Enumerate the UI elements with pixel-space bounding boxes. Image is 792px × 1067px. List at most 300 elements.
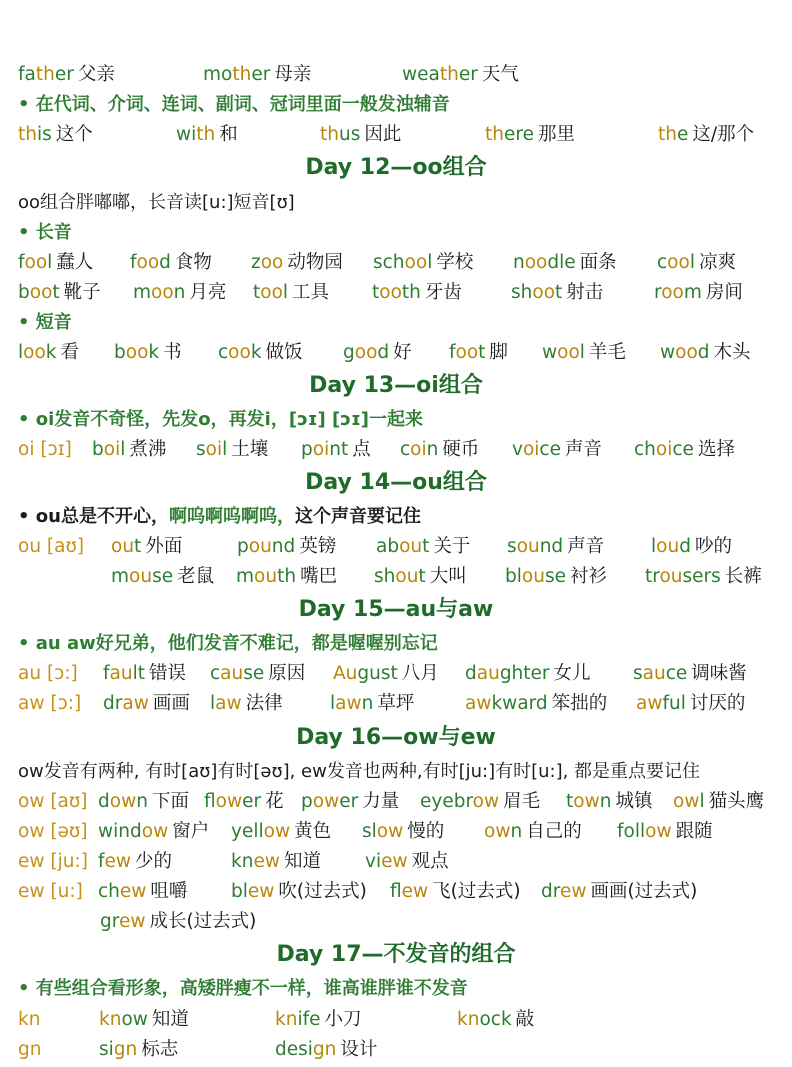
word-letters: l — [651, 536, 657, 557]
highlighted-letters: ou — [659, 566, 683, 587]
word-letters: n — [136, 791, 148, 812]
highlighted-letters: oo — [354, 342, 378, 363]
chinese-meaning: 下面 — [151, 791, 189, 812]
vocab-row — [0, 787, 792, 817]
word-letters: is — [36, 124, 52, 145]
chinese-meaning: 嘴巴 — [300, 566, 338, 587]
word-letters: p — [301, 791, 313, 812]
word-letters: nd — [271, 536, 296, 557]
word-letters: d — [159, 252, 171, 273]
vocab-entry — [275, 1035, 377, 1065]
vocab-entry — [237, 532, 336, 562]
phonics-label — [18, 532, 84, 562]
chinese-meaning: 父亲 — [77, 64, 115, 85]
english-word — [376, 536, 429, 557]
vocab-entry — [484, 817, 582, 847]
word-letters: er — [242, 791, 262, 812]
highlighted-letters: ou — [521, 566, 545, 587]
bullet-segment: • 短音 — [18, 312, 72, 333]
chinese-meaning: 八月 — [401, 663, 439, 684]
word-letters: si — [99, 1039, 114, 1060]
english-word — [505, 566, 566, 587]
vocab-entry — [231, 877, 367, 907]
vocab-entry — [203, 60, 311, 90]
vocab-entry — [333, 659, 439, 689]
phonics-pattern: aw [ɔ:] — [18, 693, 82, 714]
phonics-label — [18, 877, 83, 907]
chinese-meaning: 那里 — [537, 124, 575, 145]
chinese-meaning: 敲 — [515, 1009, 535, 1030]
phonics-pattern: ow [aʊ] — [18, 791, 88, 812]
vocab-row — [0, 689, 792, 719]
vocab-entry — [636, 689, 745, 719]
chinese-meaning: 学校 — [436, 252, 474, 273]
chinese-meaning: 跟随 — [675, 821, 713, 842]
chinese-meaning: 画画(过去式) — [590, 881, 698, 902]
english-word — [103, 663, 145, 684]
highlighted-letters: oo — [29, 282, 53, 303]
highlighted-letters: oo — [455, 342, 479, 363]
vocab-entry — [673, 787, 764, 817]
word-letters: l — [427, 252, 433, 273]
word-letters: d — [697, 342, 710, 363]
bullet-segment: • 长音 — [18, 222, 72, 243]
vocab-row — [0, 1005, 792, 1035]
highlighted-letters: gn — [312, 1039, 337, 1060]
vocab-entry — [111, 562, 214, 592]
vocab-row — [0, 248, 792, 278]
word-letters: l — [699, 791, 705, 812]
vocab-entry — [130, 248, 212, 278]
chinese-meaning: 老鼠 — [177, 566, 215, 587]
chinese-meaning: 月亮 — [189, 282, 227, 303]
english-word — [98, 821, 168, 842]
vocab-row — [0, 659, 792, 689]
chinese-meaning: 标志 — [141, 1039, 179, 1060]
word-letters: n — [510, 821, 523, 842]
word-letters: f — [18, 252, 25, 273]
vocab-entry — [343, 338, 412, 368]
word-letters: n — [599, 791, 612, 812]
word-letters: b — [114, 342, 126, 363]
highlighted-letters: ou — [111, 536, 135, 557]
word-letters: ch — [98, 881, 120, 902]
word-letters: t — [566, 791, 574, 812]
vocab-entry — [654, 278, 743, 308]
english-word — [633, 663, 687, 684]
english-word — [634, 439, 694, 460]
chinese-meaning: 吵的 — [694, 536, 732, 557]
highlighted-letters: th — [18, 124, 37, 145]
vocab-entry — [374, 562, 467, 592]
english-word — [673, 791, 705, 812]
highlighted-letters: au — [642, 663, 666, 684]
vocab-entry — [449, 338, 508, 368]
vocab-entry — [658, 120, 754, 150]
chinese-meaning: 靴子 — [63, 282, 101, 303]
chinese-meaning: 土壤 — [231, 439, 269, 460]
section-heading: Day 12—oo组合 — [305, 155, 487, 180]
highlighted-letters: ew — [253, 851, 280, 872]
vocab-entry — [133, 278, 226, 308]
english-word — [330, 693, 373, 714]
vocab-entry — [617, 817, 713, 847]
word-letters: dle — [547, 252, 576, 273]
highlighted-letters: oo — [404, 252, 428, 273]
word-letters: t — [418, 566, 426, 587]
vocab-row — [0, 562, 792, 592]
english-word — [203, 64, 270, 85]
word-letters: ab — [376, 536, 400, 557]
word-letters: foll — [617, 821, 646, 842]
vocab-entry — [18, 248, 93, 278]
chinese-meaning: 法律 — [245, 693, 283, 714]
highlighted-letters: th — [320, 124, 339, 145]
phonics-label — [18, 1035, 41, 1065]
vocab-entry — [402, 60, 519, 90]
chinese-meaning: 小刀 — [324, 1009, 362, 1030]
chinese-meaning: 草坪 — [377, 693, 415, 714]
english-word — [513, 252, 576, 273]
vocab-entry — [507, 532, 604, 562]
word-letters: n — [173, 282, 186, 303]
chinese-meaning: 看 — [60, 342, 80, 363]
highlighted-letters: ou — [254, 566, 278, 587]
word-letters: ghter — [499, 663, 550, 684]
vocab-entry — [99, 1035, 178, 1065]
highlighted-letters: ew — [118, 911, 146, 932]
phonics-label — [18, 689, 81, 719]
vocab-entry — [231, 817, 331, 847]
english-word — [658, 124, 688, 145]
vocab-entry — [505, 562, 607, 592]
bullet-point — [18, 218, 72, 248]
word-letters: s — [196, 439, 206, 460]
chinese-meaning: 力量 — [362, 791, 400, 812]
english-word — [204, 791, 261, 812]
vocab-entry — [660, 338, 751, 368]
english-word — [374, 566, 426, 587]
bullet-segment: • 有些组合看形象，高矮胖瘦不一样，谁高谁胖谁不发音 — [18, 978, 468, 999]
vocab-entry — [513, 248, 617, 278]
word-letters: l — [222, 439, 228, 460]
rule-text: ow发音有两种, 有时[aʊ]有时[əʊ], ew发音也两种,有时[ju:]有时[u:], 都是重点要记住 — [18, 761, 701, 782]
highlighted-letters: ou — [248, 536, 272, 557]
highlighted-letters: ou — [516, 536, 540, 557]
phonics-pattern: ew [ju:] — [18, 851, 88, 872]
english-word — [196, 439, 227, 460]
bullet-point — [18, 308, 72, 338]
phonics-pattern: ou [aʊ] — [18, 536, 85, 557]
highlighted-letters: th — [232, 64, 252, 85]
word-letters: ce — [672, 439, 694, 460]
word-letters: n — [513, 252, 525, 273]
word-letters: wi — [176, 124, 197, 145]
chinese-meaning: 吹(过去式) — [278, 881, 367, 902]
english-word — [511, 282, 562, 303]
vocab-row — [0, 60, 792, 90]
word-letters: l — [210, 693, 216, 714]
word-letters: s — [507, 536, 517, 557]
vocab-entry — [231, 847, 321, 877]
highlighted-letters: oi — [522, 439, 540, 460]
phonics-label — [18, 847, 88, 877]
chinese-meaning: 窗户 — [172, 821, 210, 842]
english-word — [100, 911, 145, 932]
chinese-meaning: 硬币 — [442, 439, 480, 460]
vocab-entry — [485, 120, 575, 150]
bullet-segment: • ou总是不开心， — [18, 506, 169, 527]
highlighted-letters: ow — [263, 821, 291, 842]
phonics-label — [18, 787, 88, 817]
english-word — [176, 124, 215, 145]
word-letters: sch — [373, 252, 405, 273]
english-word — [103, 693, 149, 714]
word-letters: t — [478, 342, 486, 363]
vocab-row — [0, 847, 792, 877]
word-letters: ock — [479, 1009, 512, 1030]
vocab-entry — [204, 787, 284, 817]
highlighted-letters: gn — [113, 1039, 138, 1060]
word-letters: er — [251, 64, 271, 85]
word-letters: lt — [132, 663, 145, 684]
word-letters: vi — [365, 851, 382, 872]
word-letters: m — [111, 566, 130, 587]
english-word — [111, 566, 173, 587]
word-letters: k — [148, 342, 160, 363]
vocab-entry — [18, 60, 115, 90]
vocab-entry — [98, 847, 172, 877]
english-word — [372, 282, 421, 303]
highlighted-letters: th — [485, 124, 504, 145]
vocab-entry — [103, 659, 186, 689]
word-letters: r — [654, 282, 662, 303]
word-letters: w — [542, 342, 558, 363]
word-letters: l — [330, 693, 336, 714]
highlighted-letters: ow — [484, 821, 511, 842]
word-letters: se — [544, 566, 566, 587]
phonics-pattern: oi [ɔɪ] — [18, 439, 72, 460]
english-word — [657, 252, 695, 273]
english-word — [130, 252, 171, 273]
chinese-meaning: 房间 — [705, 282, 743, 303]
word-letters: c — [210, 663, 221, 684]
english-word — [218, 342, 262, 363]
bullet-point — [18, 974, 468, 1004]
highlighted-letters: oo — [675, 342, 698, 363]
word-letters: t — [422, 536, 430, 557]
vocab-entry — [251, 248, 343, 278]
phonics-label — [18, 817, 88, 847]
vocab-entry — [98, 877, 187, 907]
word-letters: bl — [505, 566, 522, 587]
word-letters: th — [277, 566, 297, 587]
word-letters: f — [98, 851, 105, 872]
chinese-meaning: 蠢人 — [56, 252, 94, 273]
english-word — [449, 342, 485, 363]
section-heading: Day 14—ou组合 — [305, 470, 487, 495]
word-letters: yell — [231, 821, 264, 842]
highlighted-letters: oo — [228, 342, 251, 363]
vocab-entry — [301, 435, 371, 465]
highlighted-letters: ew — [119, 881, 147, 902]
highlighted-letters: oi — [103, 439, 121, 460]
word-letters: m — [236, 566, 255, 587]
highlighted-letters: ow — [645, 821, 672, 842]
rule-text: oo组合胖嘟嘟，长音读[u:]短音[ʊ] — [18, 192, 295, 213]
vocab-entry — [301, 787, 399, 817]
chinese-meaning: 笨拙的 — [551, 693, 608, 714]
vocab-entry — [542, 338, 626, 368]
word-letters: m — [683, 282, 702, 303]
word-letters: gust — [357, 663, 398, 684]
vocab-entry — [196, 435, 268, 465]
highlighted-letters: ow — [312, 791, 340, 812]
word-letters: n — [361, 693, 374, 714]
english-word — [98, 881, 146, 902]
english-word — [231, 821, 290, 842]
english-word — [362, 821, 403, 842]
highlighted-letters: ow — [109, 791, 137, 812]
highlighted-letters: ow — [215, 791, 243, 812]
chinese-meaning: 知道 — [151, 1009, 189, 1030]
vocab-entry — [465, 689, 607, 719]
chinese-meaning: 错误 — [148, 663, 186, 684]
section-heading: Day 15—au与aw — [298, 597, 494, 622]
word-letters: th — [401, 282, 421, 303]
highlighted-letters: oo — [260, 252, 284, 273]
phonics-pattern: ow [əʊ] — [18, 821, 88, 842]
vocab-entry — [275, 1005, 362, 1035]
word-letters: d — [465, 663, 477, 684]
english-word — [542, 342, 585, 363]
highlighted-letters: oi — [655, 439, 673, 460]
word-letters: dr — [103, 693, 123, 714]
english-word — [465, 663, 550, 684]
vocab-entry — [99, 1005, 189, 1035]
vocab-entry — [98, 817, 209, 847]
highlighted-letters: oi — [205, 439, 223, 460]
word-letters: z — [251, 252, 261, 273]
highlighted-letters: th — [439, 64, 459, 85]
vocab-entry — [645, 562, 762, 592]
vocab-entry — [372, 278, 462, 308]
english-word — [111, 536, 141, 557]
word-letters: se — [243, 663, 265, 684]
chinese-meaning: 煮沸 — [129, 439, 167, 460]
highlighted-letters: aw — [215, 693, 242, 714]
word-letters: eyebr — [420, 791, 473, 812]
vocab-row — [0, 877, 792, 907]
english-word — [237, 536, 295, 557]
chinese-meaning: 外面 — [145, 536, 183, 557]
word-letters: ow — [121, 1009, 148, 1030]
chinese-meaning: 成长(过去式) — [149, 911, 257, 932]
english-word — [236, 566, 296, 587]
highlighted-letters: oi — [410, 439, 427, 460]
vocab-row — [0, 120, 792, 150]
chinese-meaning: 木头 — [713, 342, 751, 363]
vocab-entry — [210, 689, 283, 719]
vocab-row — [0, 532, 792, 562]
word-letters: w — [660, 342, 676, 363]
word-letters: gr — [100, 911, 119, 932]
phonics-pattern: ew [u:] — [18, 881, 83, 902]
section-heading: Day 17—不发音的组合 — [276, 942, 516, 967]
word-letters: dr — [541, 881, 560, 902]
highlighted-letters: oo — [557, 342, 580, 363]
english-word — [390, 881, 428, 902]
chinese-meaning: 脚 — [489, 342, 508, 363]
vocab-entry — [634, 435, 735, 465]
word-letters: e — [676, 124, 689, 145]
highlighted-letters: ew — [104, 851, 132, 872]
vocab-entry — [541, 877, 697, 907]
chinese-meaning: 慢的 — [407, 821, 445, 842]
word-letters: l — [47, 252, 53, 273]
phonics-pattern: gn — [18, 1039, 42, 1060]
chinese-meaning: 原因 — [268, 663, 306, 684]
english-word — [253, 282, 288, 303]
bullet-segment: • oi发音不奇怪，先发o，再发i，[ɔɪ] [ɔɪ]一起来 — [18, 409, 423, 430]
word-letters: t — [253, 282, 261, 303]
word-letters: f — [103, 663, 110, 684]
chinese-meaning: 声音 — [567, 536, 605, 557]
highlighted-letters: oo — [667, 252, 690, 273]
bullet-segment: 这个声音要记住 — [294, 506, 421, 527]
vocab-entry — [210, 659, 305, 689]
highlighted-letters: oo — [260, 282, 283, 303]
english-word — [660, 342, 710, 363]
bullet-point — [18, 502, 421, 532]
word-letters: f — [449, 342, 456, 363]
word-letters: c — [657, 252, 668, 273]
highlighted-letters: ew — [401, 881, 429, 902]
vocab-entry — [566, 787, 652, 817]
chinese-meaning: 选择 — [697, 439, 735, 460]
chinese-meaning: 黄色 — [294, 821, 332, 842]
highlighted-letters: au — [109, 663, 133, 684]
word-letters: kn — [231, 851, 254, 872]
vocab-entry — [18, 120, 93, 150]
vocab-row — [0, 1035, 792, 1065]
bullet-segment: • 在代词、介词、连词、副词、冠词里面一般发浊辅音 — [18, 94, 450, 115]
chinese-meaning: 眉毛 — [503, 791, 541, 812]
word-letters: l — [18, 342, 24, 363]
chinese-meaning: 母亲 — [274, 64, 312, 85]
vocab-entry — [92, 435, 166, 465]
vocab-entry — [390, 877, 521, 907]
highlighted-letters: ou — [395, 566, 419, 587]
vocab-entry — [236, 562, 337, 592]
word-letters: v — [512, 439, 523, 460]
chinese-meaning: 因此 — [364, 124, 402, 145]
word-letters: bl — [231, 881, 248, 902]
bullet-point — [18, 629, 438, 659]
highlighted-letters: ew — [381, 851, 408, 872]
word-letters: ce — [665, 663, 688, 684]
phonics-label — [18, 1005, 40, 1035]
chinese-meaning: 女儿 — [553, 663, 591, 684]
word-letters: tr — [645, 566, 660, 587]
chinese-meaning: 少的 — [135, 851, 173, 872]
word-letters: t — [134, 536, 142, 557]
word-letters: mo — [203, 64, 233, 85]
vocab-entry — [420, 787, 540, 817]
word-letters: desi — [275, 1039, 313, 1060]
word-letters: fl — [390, 881, 402, 902]
chinese-meaning: 英镑 — [299, 536, 337, 557]
